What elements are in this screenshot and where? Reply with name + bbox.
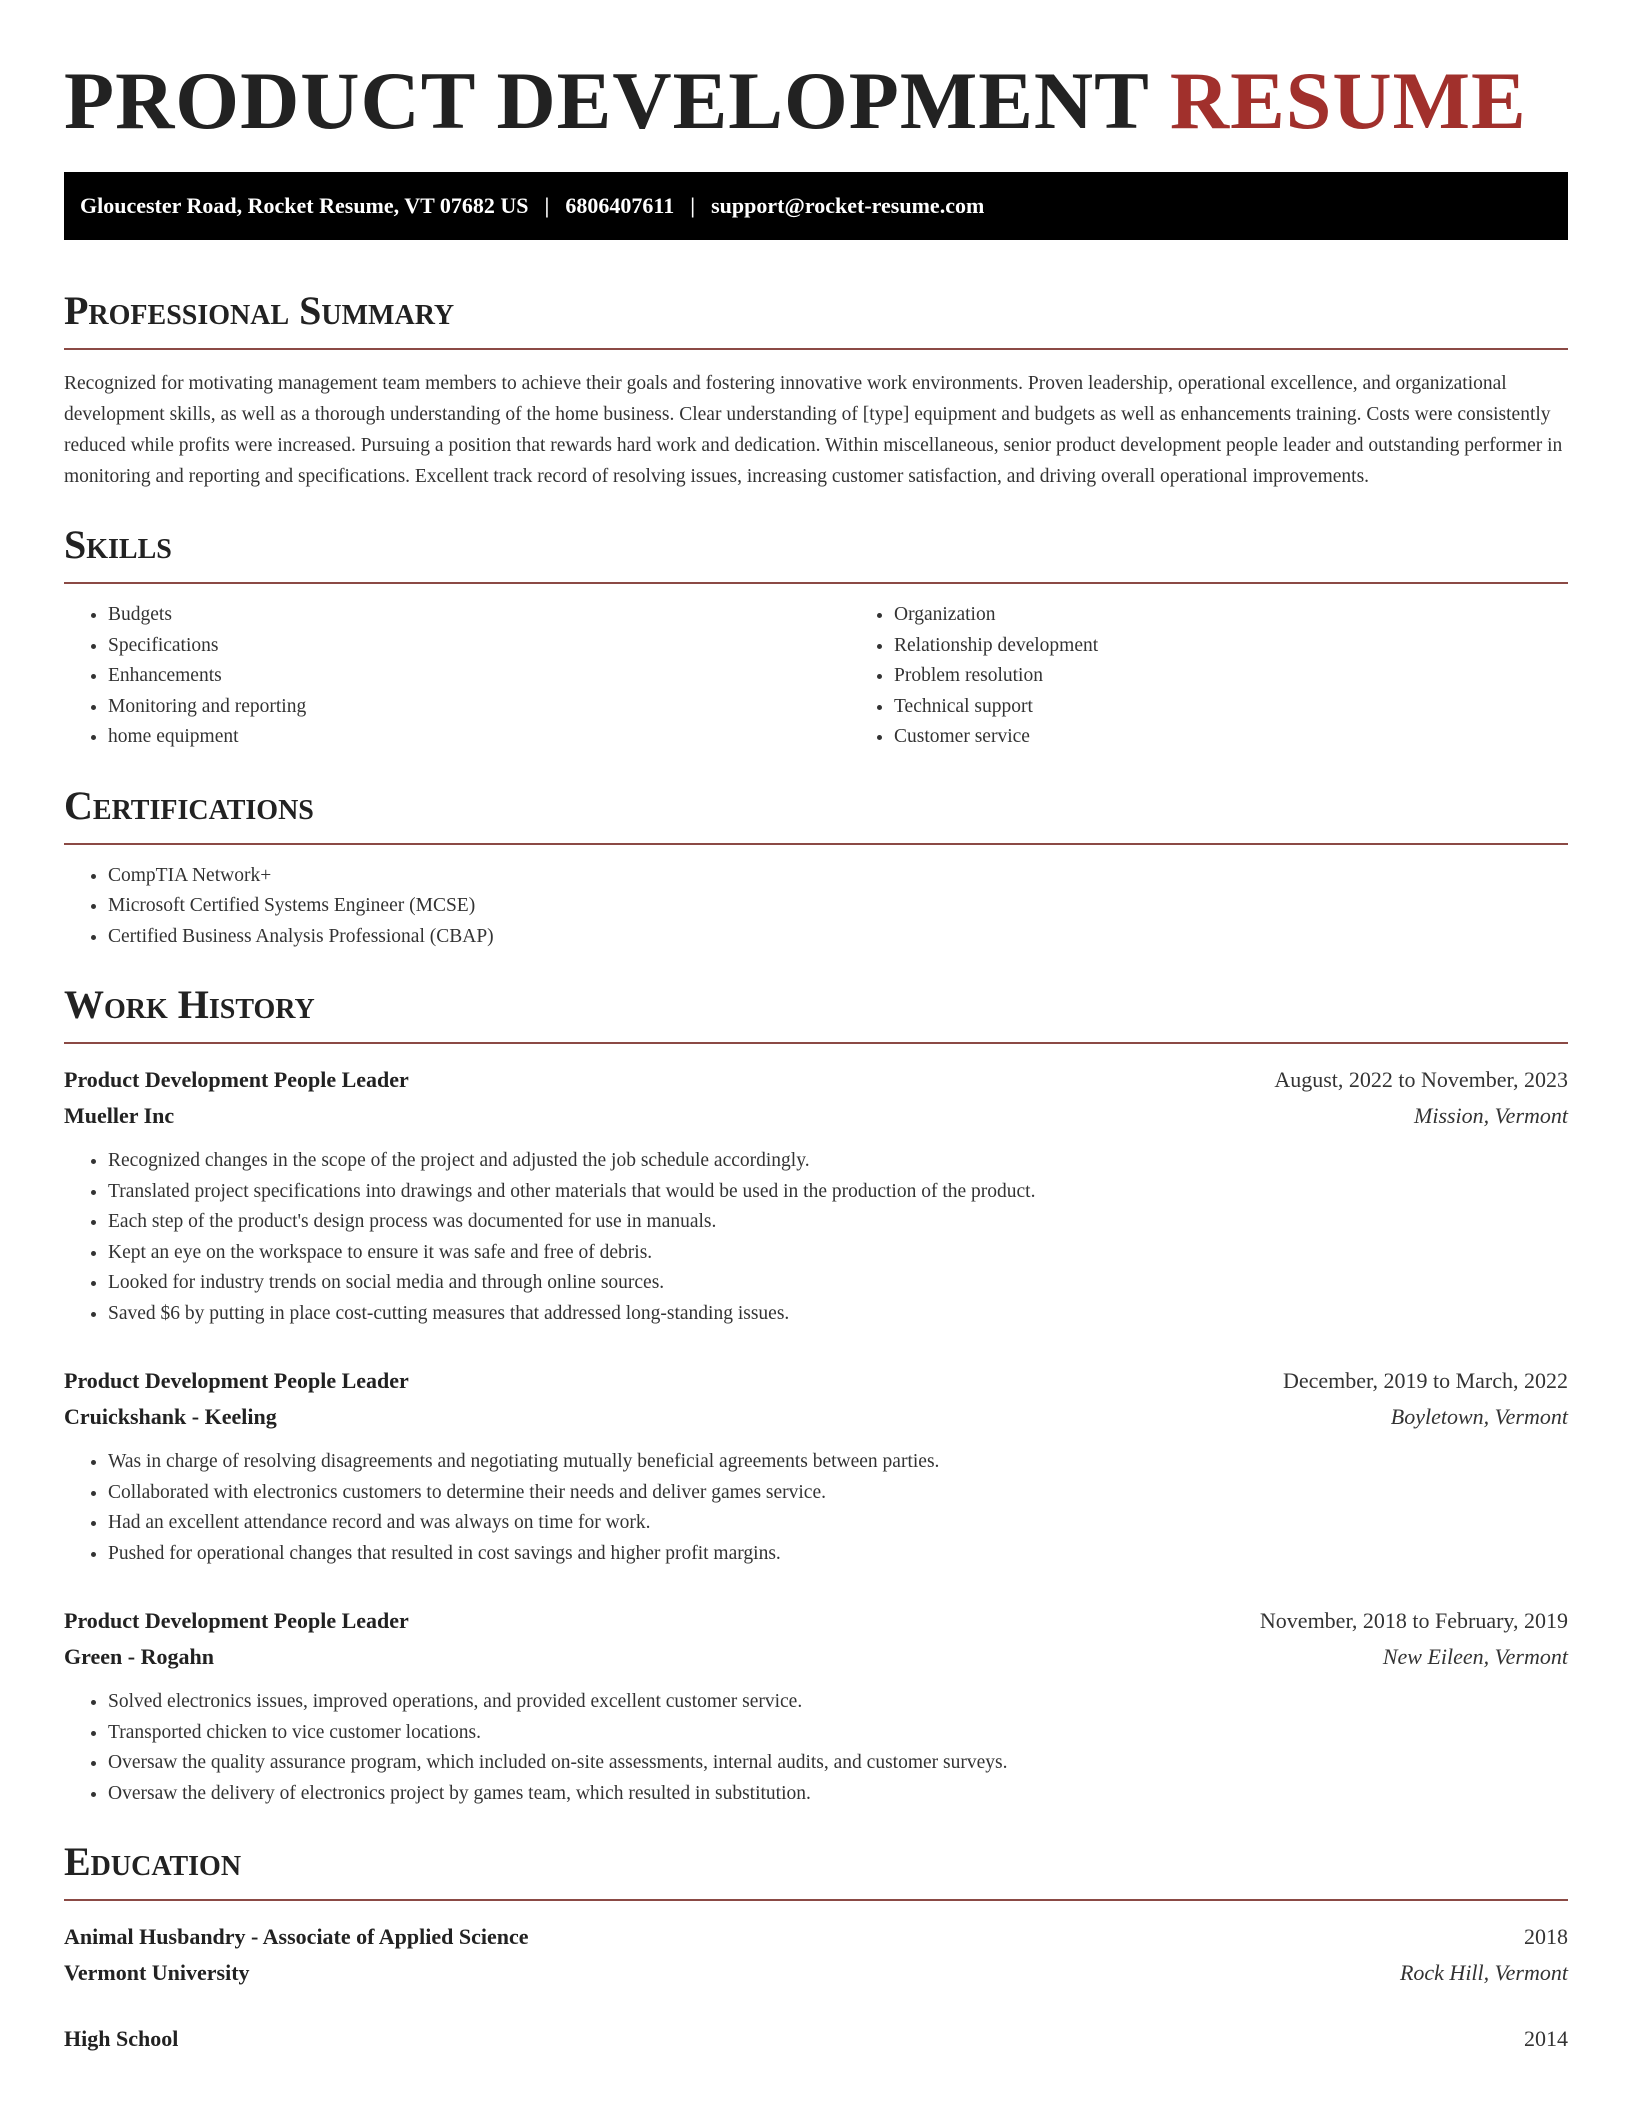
section-title-education: Education [64, 1839, 1568, 1901]
job-bullet: • Each step of the product's design process was documented for use in manuals. [108, 1207, 1568, 1238]
certifications-list [64, 861, 1568, 953]
contact-bar [64, 172, 1568, 240]
title-main: PRODUCT DEVELOPMENT [64, 55, 1149, 146]
skill-item: • Enhancements [108, 661, 850, 692]
job-bullet: • Transported chicken to vice customer locations. [108, 1718, 1568, 1749]
education-entry [64, 1919, 1568, 1991]
education-location: Rock Hill, Vermont [1399, 1960, 1568, 1986]
job-bullets [64, 1447, 1568, 1569]
contact-phone: 6806407611 [565, 193, 675, 219]
contact-address: Gloucester Road, Rocket Resume, VT 07682 US [80, 193, 529, 219]
job-entry [64, 1603, 1568, 1809]
job-bullet: • Recognized changes in the scope of the project and adjusted the job schedule accordingly. [108, 1146, 1568, 1177]
certification-item: • Certified Business Analysis Professional (CBAP) [108, 922, 1568, 953]
job-dates: November, 2018 to February, 2019 [1259, 1608, 1568, 1634]
certification-item: • Microsoft Certified Systems Engineer (MCSE) [108, 891, 1568, 922]
section-title-work-history: Work History [64, 982, 1568, 1044]
section-title-summary: Professional Summary [64, 288, 1568, 350]
job-bullets [64, 1687, 1568, 1809]
job-bullet: • Kept an eye on the workspace to ensure it was safe and free of debris. [108, 1238, 1568, 1269]
job-bullet: • Translated project specifications into drawings and other materials that would be used in the production of the product. [108, 1177, 1568, 1208]
education-degree: Animal Husbandry - Associate of Applied Science [64, 1924, 529, 1950]
job-entry [64, 1062, 1568, 1329]
skills-list-left [64, 600, 850, 753]
certification-item: • CompTIA Network+ [108, 861, 1568, 892]
skill-item: • Customer service [894, 722, 1568, 753]
skill-item: • Budgets [108, 600, 850, 631]
job-location: Mission, Vermont [1414, 1103, 1568, 1129]
job-bullets [64, 1146, 1568, 1329]
summary-text: Recognized for motivating management team members to achieve their goals and fostering innovative work environments. Proven leadership, operational excellence, and organizational development skills, as well as a thorough understanding of the home business. Clear understanding of [type] equipment and budgets as well as enhancements training. Costs were consistently reduced while profits were increased. Pursuing a position that rewards hard work and dedication. Within miscellaneous, senior product development people leader and outstanding performer in monitoring and reporting and specifications. Excellent track record of resolving issues, increasing customer satisfaction, and driving overall operational improvements. [64, 373, 1563, 488]
job-bullet: • Was in charge of resolving disagreements and negotiating mutually beneficial agreements between parties. [108, 1447, 1568, 1478]
job-bullet: • Collaborated with electronics customers to determine their needs and deliver games service. [108, 1478, 1568, 1509]
skill-item: • home equipment [108, 722, 850, 753]
job-bullet: • Had an excellent attendance record and was always on time for work. [108, 1508, 1568, 1539]
contact-email: support@rocket-resume.com [711, 193, 985, 219]
job-bullet: • Solved electronics issues, improved operations, and provided excellent customer service. [108, 1687, 1568, 1718]
job-company: Cruickshank - Keeling [64, 1404, 277, 1430]
education-school: Vermont University [64, 1960, 250, 1986]
job-dates: December, 2019 to March, 2022 [1282, 1368, 1568, 1394]
job-company: Mueller Inc [64, 1103, 175, 1129]
education-year: 2018 [1524, 1924, 1568, 1950]
contact-separator: | [690, 193, 696, 219]
contact-separator: | [544, 193, 550, 219]
skill-item: • Monitoring and reporting [108, 692, 850, 723]
job-role: Product Development People Leader [64, 1608, 409, 1634]
section-title-skills: Skills [64, 522, 1568, 584]
page-title [64, 52, 1568, 150]
skills-list-right [850, 600, 1568, 753]
skill-item: • Specifications [108, 631, 850, 662]
education-entry [64, 2021, 1568, 2057]
title-accent: RESUME [1169, 55, 1527, 146]
job-location: Boyletown, Vermont [1390, 1404, 1568, 1430]
job-bullet: • Pushed for operational changes that resulted in cost savings and higher profit margins. [108, 1539, 1568, 1570]
skill-item: • Organization [894, 600, 1568, 631]
job-bullet: • Oversaw the delivery of electronics project by games team, which resulted in substitution. [108, 1779, 1568, 1810]
education-degree: High School [64, 2026, 179, 2052]
job-bullet: • Oversaw the quality assurance program, which included on-site assessments, internal audits, and customer surveys. [108, 1748, 1568, 1779]
job-location: New Eileen, Vermont [1382, 1644, 1568, 1670]
job-dates: August, 2022 to November, 2023 [1274, 1067, 1568, 1093]
education-year: 2014 [1524, 2026, 1568, 2052]
job-bullet: • Looked for industry trends on social media and through online sources. [108, 1268, 1568, 1299]
job-entry [64, 1363, 1568, 1569]
skill-item: • Technical support [894, 692, 1568, 723]
skill-item: • Relationship development [894, 631, 1568, 662]
job-role: Product Development People Leader [64, 1067, 409, 1093]
job-company: Green - Rogahn [64, 1644, 214, 1670]
skill-item: • Problem resolution [894, 661, 1568, 692]
job-role: Product Development People Leader [64, 1368, 409, 1394]
section-title-certifications: Certifications [64, 783, 1568, 845]
job-bullet: • Saved $6 by putting in place cost-cutting measures that addressed long-standing issues. [108, 1299, 1568, 1330]
skills-grid [64, 600, 1568, 753]
